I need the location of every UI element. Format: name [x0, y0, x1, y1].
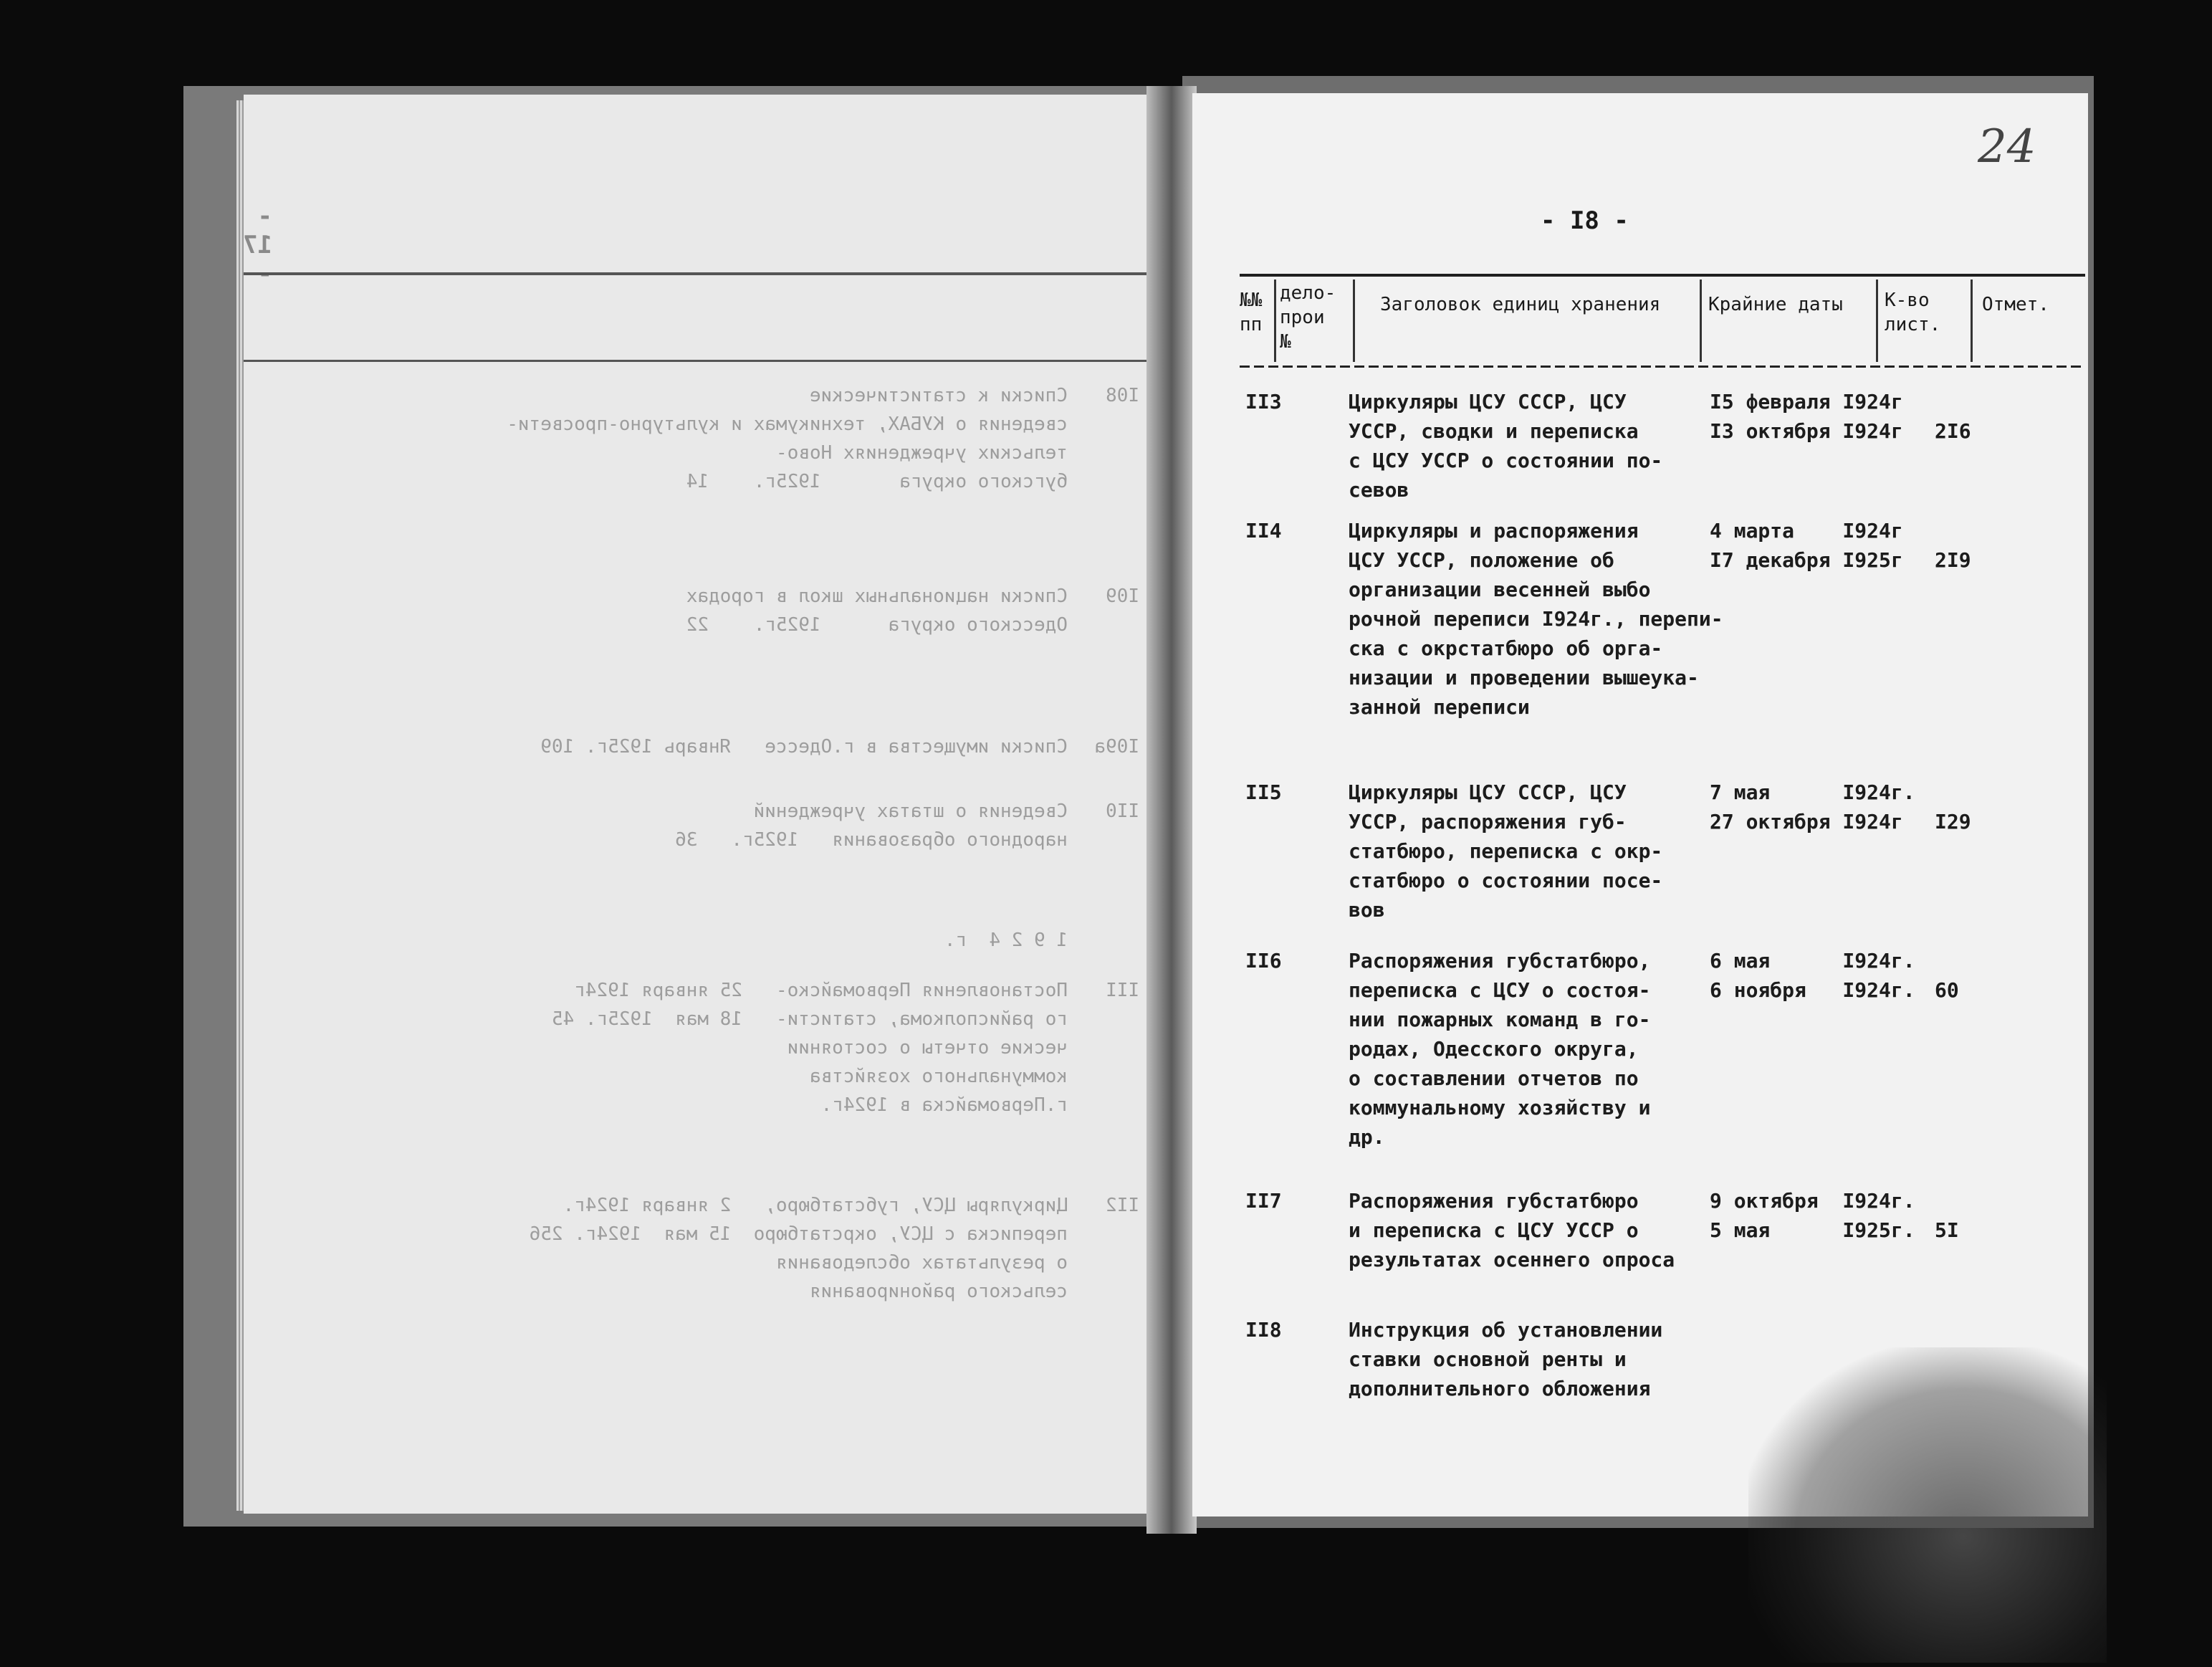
- row-sheets: 60: [1935, 978, 1959, 1002]
- row-number: II5: [1245, 780, 1282, 804]
- left-table-top-rule: [244, 272, 1154, 275]
- right-page-number: - I8 -: [1541, 206, 1629, 235]
- mirrored-line: тельских учреждениях Ново-: [776, 442, 1068, 464]
- mirrored-line: ческие отчеты о состоянии: [787, 1037, 1068, 1059]
- table-header-rule: [1240, 366, 2085, 368]
- mirrored-line: Постановления Первомайско- 25 января 1924г: [574, 980, 1068, 1001]
- mirrored-line: Циркуляры ЦСУ, губстатбюро, 2 января 1924г.: [562, 1195, 1068, 1216]
- hand-shadow: [1748, 1347, 2107, 1663]
- mirrored-line: сельского районирования: [809, 1281, 1068, 1302]
- row-number: II7: [1245, 1189, 1282, 1213]
- row-title: Распоряжения губстатбюро, переписка с ЦСУ о состоя- нии пожарных команд в го- родах, Одесского округа, о составлении отчетов по коммунальному хозяйству и др.: [1349, 949, 1651, 1149]
- mirrored-line: о результатах обследования: [776, 1252, 1068, 1274]
- mirrored-line: г.Первомайска в 1924г.: [820, 1094, 1068, 1116]
- left-table-header-rule: [244, 360, 1154, 362]
- mirrored-number: III: [1106, 980, 1139, 1001]
- row-dates: 9 октября I924г. 5 мая I925г.: [1710, 1189, 1915, 1242]
- table-top-rule: [1240, 274, 2085, 277]
- mirrored-line: Списки к статистические: [809, 385, 1068, 406]
- col-divider-5: [1971, 280, 1973, 362]
- mirrored-text-block: [244, 95, 1154, 1514]
- col-divider-3: [1700, 280, 1702, 362]
- row-title: Циркуляры ЦСУ СССР, ЦСУ УССР, сводки и переписка с ЦСУ УССР о состоянии по- севов: [1349, 390, 1663, 502]
- header-title: Заголовок единиц хранения: [1380, 294, 1661, 315]
- row-number: II8: [1245, 1318, 1282, 1342]
- col-divider-2: [1353, 280, 1355, 362]
- row-dates: 7 мая I924г. 27 октября I924г: [1710, 780, 1915, 834]
- row-sheets: 5I: [1935, 1218, 1959, 1242]
- row-title: Циркуляры ЦСУ СССР, ЦСУ УССР, распоряжения губ- статбюро, переписка с окр- статбюро о состоянии посе- вов: [1349, 780, 1663, 922]
- row-number: II3: [1245, 390, 1282, 414]
- archive-sheet-number: 24: [1978, 120, 2036, 173]
- row-number: II4: [1245, 519, 1282, 543]
- row-dates: 4 марта I924г I7 декабря I925г: [1710, 519, 1903, 572]
- row-sheets: I29: [1935, 810, 1971, 834]
- col-divider-4: [1876, 280, 1878, 362]
- mirrored-number: I08: [1106, 385, 1139, 406]
- left-page: [244, 95, 1154, 1514]
- col-divider-1: [1274, 280, 1276, 362]
- header-dates: Крайние даты: [1708, 294, 1843, 315]
- left-page-number: - 17: [243, 202, 272, 259]
- mirrored-line: сведения о КУБАХ, техникумах и культурно-просвети-: [507, 414, 1068, 435]
- mirrored-number: I09а: [1094, 736, 1139, 758]
- row-dates: I5 февраля I924г I3 октября I924г: [1710, 390, 1903, 443]
- row-dates: 6 мая I924г. 6 ноября I924г.: [1710, 949, 1915, 1002]
- header-num: №№ пп: [1240, 290, 1263, 335]
- mirrored-line: Списки имущества в г.Одессе Январь 1925г. 109: [540, 736, 1068, 758]
- header-note: Отмет.: [1982, 294, 2049, 315]
- row-sheets: 2I6: [1935, 419, 1971, 443]
- mirrored-line: Списки национальных школ в городах: [686, 586, 1068, 607]
- mirrored-line: го райисполкома, статисти- 18 мая 1925г. 45: [551, 1008, 1068, 1030]
- mirrored-number: II0: [1106, 801, 1139, 822]
- mirrored-line: Сведения о штатах учреждений: [753, 801, 1068, 822]
- mirrored-number: I09: [1106, 586, 1139, 607]
- header-delo: дело- прои №: [1280, 282, 1336, 353]
- book-gutter: [1146, 86, 1197, 1534]
- mirrored-line: переписка с ЦСУ, окрстатбюро 15 мая 1924г. 256: [529, 1223, 1068, 1245]
- row-sheets: 2I9: [1935, 548, 1971, 572]
- mirrored-line: коммунального хозяйства: [809, 1066, 1068, 1087]
- mirrored-line: 1 9 2 4 г.: [944, 930, 1068, 951]
- header-sheets: К-во лист.: [1885, 290, 1941, 335]
- mirrored-line: Одесского округа 1925г. 22: [686, 614, 1068, 636]
- mirrored-number: II2: [1106, 1195, 1139, 1216]
- row-title: Циркуляры и распоряжения ЦСУ УССР, положение об организации весенней выбо рочной переписи I924г., перепи- ска с окрстатбюро об орга- низации и проведении вышеука- занной переписи: [1349, 519, 1723, 719]
- mirrored-line: народного образования 1925г. 36: [675, 829, 1068, 851]
- row-title: Инструкция об установлении ставки основной ренты и дополнительного обложения: [1349, 1318, 1663, 1400]
- mirrored-line: бугского округа 1925г. 14: [686, 471, 1068, 492]
- row-number: II6: [1245, 949, 1282, 973]
- row-title: Распоряжения губстатбюро и переписка с ЦСУ УССР о результатах осеннего опроса: [1349, 1189, 1675, 1271]
